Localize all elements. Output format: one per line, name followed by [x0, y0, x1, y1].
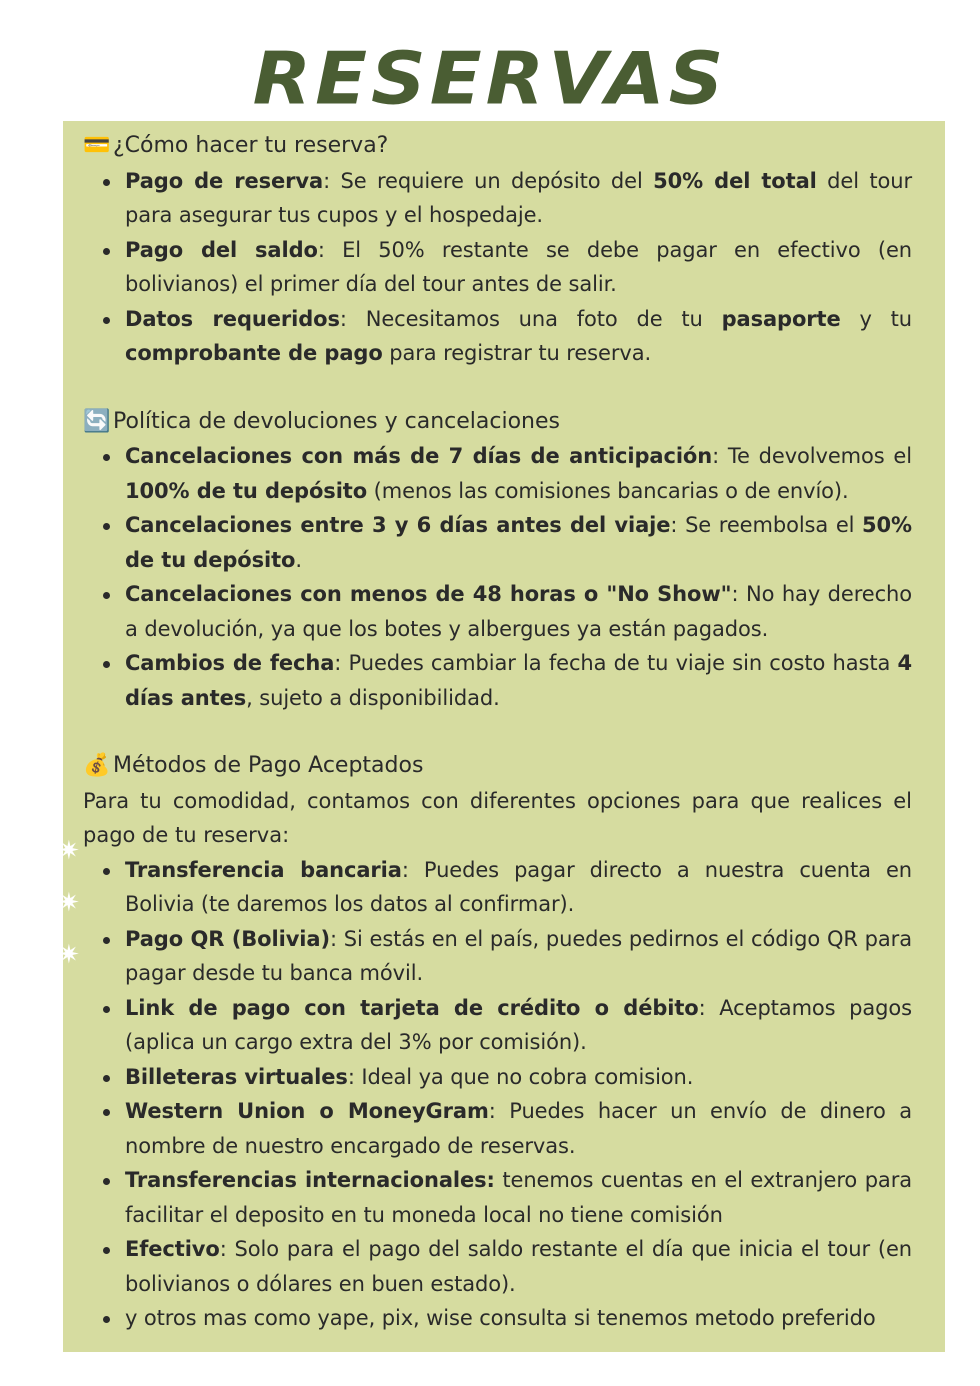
- item-text: Puedes cambiar la fecha de tu viaje sin costo hasta: [348, 651, 898, 675]
- credit-card-icon: 💳: [83, 133, 111, 158]
- item-text: :: [329, 926, 344, 951]
- item-text: Te devolvemos el: [727, 444, 912, 468]
- bullet-list: [83, 439, 912, 715]
- item-bold-text: Western Union o MoneyGram: [125, 1099, 489, 1123]
- item-text: Se reembolsa el: [685, 513, 863, 537]
- item-bold-text: Pago del saldo: [125, 237, 318, 262]
- item-text: :: [347, 1064, 362, 1089]
- section-heading-text: Métodos de Pago Aceptados: [113, 753, 424, 778]
- list-item: [125, 164, 912, 233]
- item-text: :: [334, 651, 349, 675]
- item-text: , sujeto a disponibilidad.: [246, 685, 500, 710]
- item-text: Puedes hacer un envío de dinero a nombre de nuestro encargado de reservas.: [125, 1099, 912, 1158]
- item-text: :: [670, 513, 686, 537]
- list-item: [125, 1232, 912, 1301]
- item-text: Aceptamos pagos (aplica un cargo extra del 3% por comisión).: [125, 995, 912, 1054]
- item-bold-text: 4 días antes: [125, 651, 913, 710]
- list-item: [125, 439, 912, 508]
- section-heading: [83, 749, 912, 784]
- list-item: [125, 646, 912, 715]
- item-bold-text: Transferencias internacionales:: [125, 1168, 495, 1192]
- item-text: :: [488, 1099, 510, 1123]
- decorative-stars: [58, 838, 84, 994]
- refresh-icon: 🔄: [83, 408, 111, 434]
- bullet-list: [83, 164, 912, 371]
- item-bold-text: 100% de tu depósito: [125, 478, 368, 503]
- list-item: [125, 233, 912, 302]
- item-bold-text: Efectivo: [125, 1237, 220, 1261]
- list-item: [125, 577, 912, 646]
- item-text: y otros mas como yape, pix, wise consulta si tenemos metodo preferido: [125, 1306, 876, 1330]
- item-text: El 50% restante se debe pagar en efectivo (en bolivianos) el primer día del tour antes de salir.: [125, 237, 912, 296]
- list-item: [125, 1094, 912, 1163]
- item-bold-text: Pago QR (Bolivia): [125, 926, 330, 951]
- sparkle-icon: ✷: [58, 940, 80, 970]
- item-text: Solo para el pago del saldo restante el día que inicia el tour (en bolivianos o dólares en buen estado).: [125, 1237, 912, 1296]
- list-item: [125, 1301, 912, 1336]
- item-bold-text: Cancelaciones con más de 7 días de anticipación: [125, 444, 713, 468]
- item-text: .: [295, 547, 302, 572]
- section-heading: [83, 405, 912, 440]
- item-text: y tu: [840, 306, 912, 331]
- item-bold-text: Billeteras virtuales: [125, 1064, 348, 1089]
- item-text: :: [323, 168, 341, 193]
- item-text: :: [317, 237, 343, 262]
- page-title: RESERVAS: [252, 36, 728, 121]
- item-text: tenemos cuentas en el extranjero para facilitar el deposito en tu moneda local no tiene comisión: [125, 1168, 913, 1227]
- item-bold-text: 50% del total: [653, 168, 817, 193]
- item-text: Puedes pagar directo a nuestra cuenta en Bolivia (te daremos los datos al confirmar).: [125, 857, 912, 916]
- item-bold-text: Transferencia bancaria: [125, 857, 402, 882]
- item-text: del tour para asegurar tus cupos y el hospedaje.: [125, 168, 912, 227]
- item-text: :: [219, 1237, 235, 1261]
- item-text: No hay derecho a devolución, ya que los botes y albergues ya están pagados.: [125, 582, 912, 641]
- list-item: [125, 922, 912, 991]
- section-intro: Para tu comodidad, contamos con diferentes opciones para que realices el pago de tu reserva:: [83, 788, 912, 847]
- item-text: para registrar tu reserva.: [382, 341, 652, 365]
- list-item: [125, 853, 912, 922]
- item-bold-text: Cambios de fecha: [125, 651, 335, 675]
- section-heading: [83, 129, 912, 164]
- section-heading-text: Política de devoluciones y cancelaciones: [113, 408, 560, 434]
- list-item: [125, 991, 912, 1060]
- item-bold-text: pasaporte: [721, 306, 841, 331]
- item-text: Necesitamos una foto de tu: [365, 306, 722, 331]
- list-item: [125, 1163, 912, 1232]
- item-bold-text: Pago de reserva: [125, 168, 324, 193]
- item-bold-text: Datos requeridos: [125, 306, 340, 331]
- list-item: [125, 302, 912, 371]
- item-bold-text: Cancelaciones entre 3 y 6 días antes del viaje: [125, 513, 671, 537]
- item-text: :: [698, 995, 720, 1020]
- money-bag-icon: 💰: [83, 753, 111, 778]
- item-text: Si estás en el país, puedes pedirnos el código QR para pagar desde tu banca móvil.: [125, 926, 912, 985]
- item-bold-text: Cancelaciones con menos de 48 horas o "No Show": [125, 582, 732, 606]
- item-text: (menos las comisiones bancarias o de envío).: [367, 478, 849, 503]
- item-bold-text: 50% de tu depósito: [125, 513, 912, 572]
- bullet-list: [83, 853, 912, 1336]
- section-heading-text: ¿Cómo hacer tu reserva?: [113, 133, 389, 158]
- sparkle-icon: ✷: [58, 888, 80, 918]
- list-item: [125, 508, 912, 577]
- item-text: :: [401, 857, 424, 882]
- section: [83, 749, 912, 1336]
- section: [83, 405, 912, 716]
- item-bold-text: comprobante de pago: [125, 341, 383, 365]
- item-text: :: [731, 582, 746, 606]
- sparkle-icon: ✷: [58, 836, 80, 866]
- item-text: Ideal ya que no cobra comision.: [361, 1064, 694, 1089]
- item-bold-text: Link de pago con tarjeta de crédito o débito: [125, 995, 699, 1020]
- list-item: [125, 1060, 912, 1095]
- section: [83, 129, 912, 371]
- item-text: Se requiere un depósito del: [340, 168, 654, 193]
- item-text: :: [339, 306, 366, 331]
- item-text: :: [712, 444, 728, 468]
- content-panel: [63, 121, 945, 1352]
